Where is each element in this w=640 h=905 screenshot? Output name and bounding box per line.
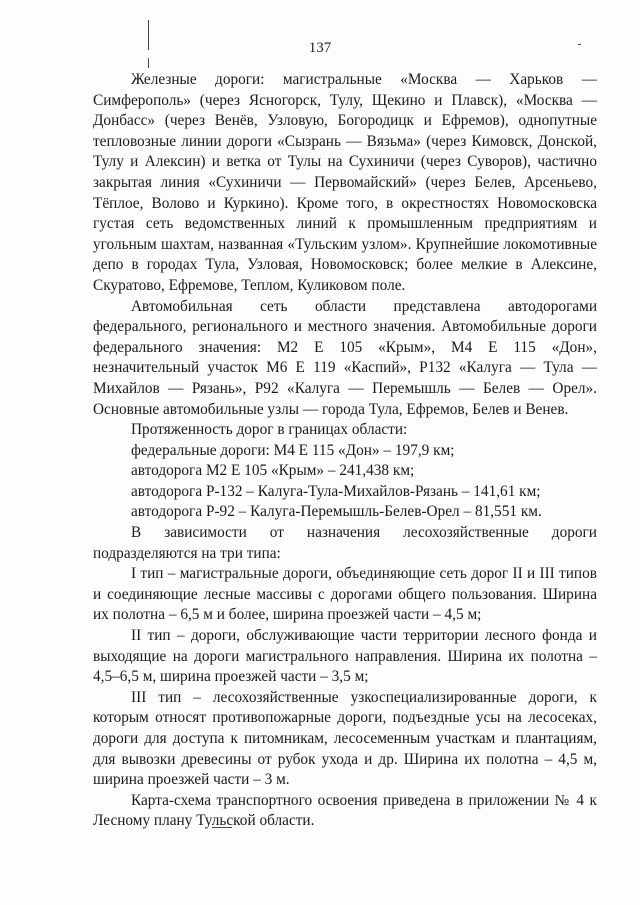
- paragraph-railways: Железные дороги: магистральные «Москва — Харьков — Симферополь» (через Ясногорск, Тулу, Щекино и Плавск), «Москва — Донбасс» (через Венёв, Узловую, Богородицк и Ефремов), однопутные тепловозные линии дороги «Сызрань — Вязьма» (через Кимовск, Донской, Тулу и Алексин) и ветка от Тулы на Сухиничи (через Суворов), частично закрытая линия «Сухиничи — Первомайский» (через Белев, Арсеньево, Тёплое, Волово и Куркино). Кроме того, в окрестностях Новомосковска густая сеть ведомственных линий к промышленным предприятиям и угольным шахтам, названная «Тульским узлом». Крупнейшие локомотивные депо в городах Тула, Узловая, Новомосковск; более мелкие в Алексине, Скуратово, Ефремове, Теплом, Куликовом поле.: [93, 71, 597, 294]
- forest-roads-intro: В зависимости от назначения лесохозяйственные дороги подразделяются на три типа:: [93, 524, 597, 562]
- road-type-item: III тип – лесохозяйственные узкоспециализированные дороги, к которым относят противопожарные дороги, подъездные усы на лесосеках, дороги для доступа к питомникам, лесосеменным участкам и плантациям, для вывозки древесины от рубок ухода и др. Ширина их полотна – 4,5 м, ширина проезжей части – 3 м.: [93, 688, 597, 789]
- closing-paragraph: Карта-схема транспортного освоения приведена в приложении № 4 к Лесному плану Тульской области.: [93, 791, 597, 830]
- scan-mark: [148, 58, 149, 68]
- road-length-item: автодорога Р-132 – Калуга-Тула-Михайлов-Рязань – 141,61 км;: [131, 482, 541, 500]
- road-length-item: автодорога М2 Е 105 «Крым» – 241,438 км;: [131, 462, 415, 480]
- road-type-item: II тип – дороги, обслуживающие части территории лесного фонда и выходящие на дороги магистрального направления. Ширина их полотна – 4,5–6,5 м, ширина проезжей части – 3,5 м;: [93, 627, 597, 686]
- paragraph-road-network: Автомобильная сеть области представлена автодорогами федерального, регионального и местного значения. Автомобильные дороги федерального значения: М2 Е 105 «Крым», М4 Е 115 «Дон», незначительный участок М6 Е 119 «Каспий», Р132 «Калуга — Тула — Михайлов — Рязань», Р92 «Калуга — Перемышль — Белев — Орел». Основные автомобильные узлы — города Тула, Ефремов, Белев и Венев.: [93, 297, 597, 418]
- roads-intro: Протяженность дорог в границах области:: [131, 421, 408, 439]
- road-length-item: автодорога Р-92 – Калуга-Перемышль-Белев-Орел – 81,551 км.: [131, 503, 542, 521]
- road-type-item: I тип – магистральные дороги, объединяющие сеть дорог II и III типов и соединяющие лесные массивы с дорогами общего пользования. Ширина их полотна – 6,5 м и более, ширина проезжей части – 4,5 м;: [93, 565, 597, 624]
- page-number: 137: [308, 40, 332, 56]
- document-body: [93, 70, 597, 832]
- road-length-item: федеральные дороги: М4 Е 115 «Дон» – 197,9 км;: [131, 441, 455, 459]
